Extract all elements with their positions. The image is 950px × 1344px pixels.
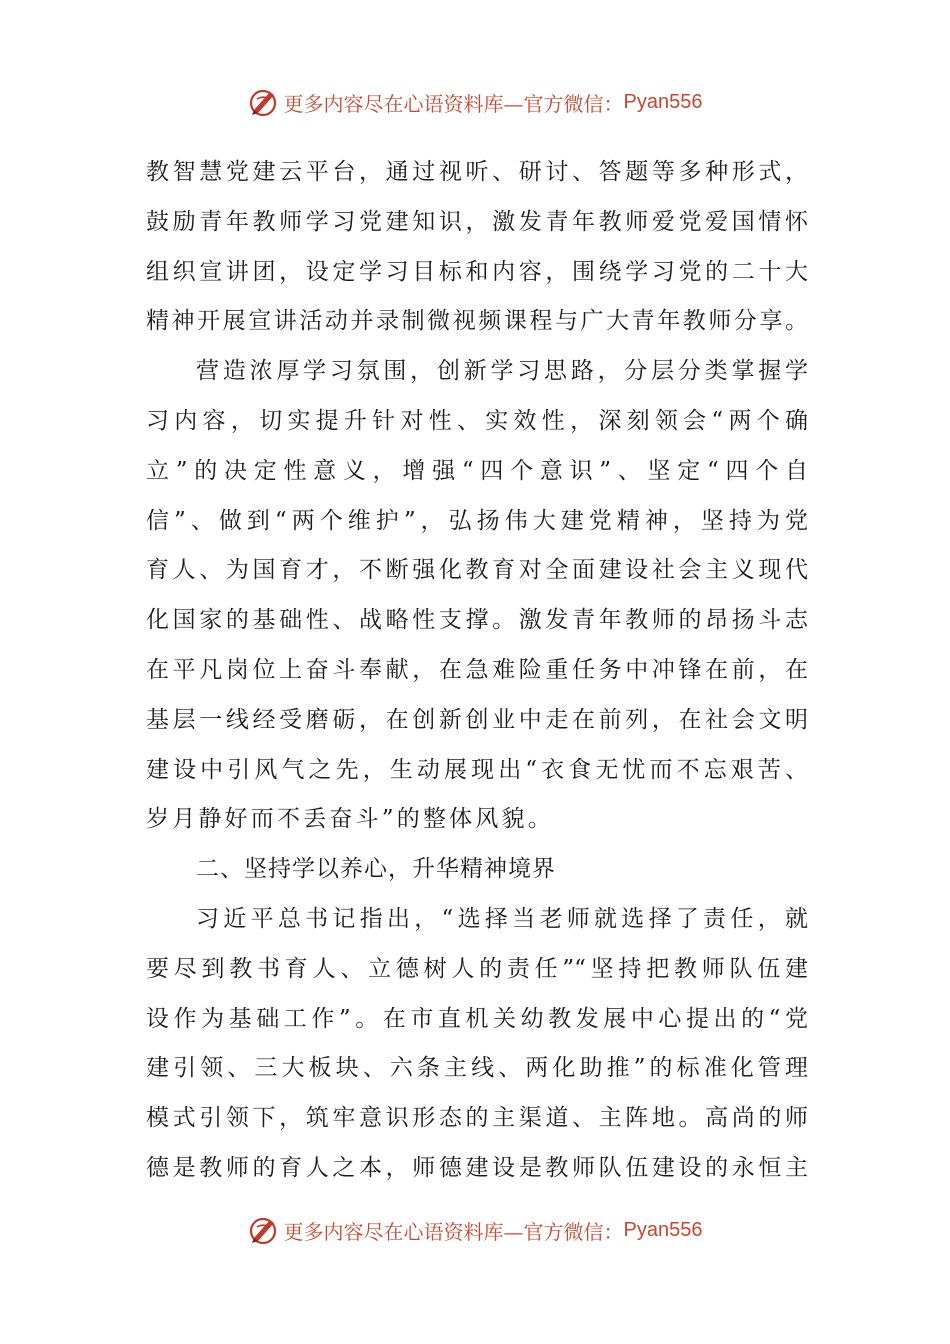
wechat-id: Pyan556 <box>623 1218 703 1241</box>
pen-logo-icon <box>248 1214 280 1246</box>
body-line: 建设中引风气之先，生动展现出“衣食无忧而不忘艰苦、 <box>146 756 808 783</box>
section-heading: 二、坚持学以养心，升华精神境界 <box>196 856 556 883</box>
body-line: 教智慧党建云平台，通过视听、研讨、答题等多种形式， <box>146 159 808 185</box>
body-line: 精神开展宣讲活动并录制微视频课程与广大青年教师分享。 <box>146 308 808 335</box>
footer-banner <box>0 1210 950 1250</box>
body-line: 营造浓厚学习氛围，创新学习思路，分层分类掌握学 <box>196 358 808 385</box>
body-line: 在平凡岗位上奋斗奉献，在急难险重任务中冲锋在前，在 <box>146 656 808 683</box>
pen-logo-icon <box>248 86 280 118</box>
body-line: 设作为基础工作”。在市直机关幼教发展中心提出的“党 <box>146 1005 808 1032</box>
body-line: 建引领、三大板块、六条主线、两化助推”的标准化管理 <box>146 1055 808 1082</box>
body-line: 立”的决定性意义，增强“四个意识”、坚定“四个自 <box>146 457 808 484</box>
body-line: 习近平总书记指出，“选择当老师就选择了责任，就 <box>196 905 808 932</box>
body-line: 习内容，切实提升针对性、实效性，深刻领会“两个确 <box>146 407 808 434</box>
banner-text: 更多内容尽在心语资料库—官方微信： <box>283 1219 624 1244</box>
header-banner <box>0 82 950 122</box>
body-line: 信”、做到“两个维护”，弘扬伟大建党精神，坚持为党 <box>146 507 808 534</box>
body-line: 育人、为国育才，不断强化教育对全面建设社会主义现代 <box>146 557 808 584</box>
body-line: 要尽到教书育人、立德树人的责任”“坚持把教师队伍建 <box>146 955 808 982</box>
document-body <box>146 148 808 1194</box>
body-line: 化国家的基础性、战略性支撑。激发青年教师的昂扬斗志 <box>146 607 808 634</box>
body-line: 基层一线经受磨砺，在创新创业中走在前列，在社会文明 <box>146 706 808 733</box>
body-line: 德是教师的育人之本，师德建设是教师队伍建设的永恒主 <box>146 1154 808 1181</box>
body-line: 模式引领下，筑牢意识形态的主渠道、主阵地。高尚的师 <box>146 1105 808 1132</box>
body-line: 组织宣讲团，设定学习目标和内容，围绕学习党的二十大 <box>146 258 808 285</box>
wechat-id: Pyan556 <box>623 90 703 113</box>
banner-text: 更多内容尽在心语资料库—官方微信： <box>283 91 624 116</box>
body-line: 鼓励青年教师学习党建知识，激发青年教师爱党爱国情怀 <box>146 208 808 235</box>
body-line: 岁月静好而不丢奋斗”的整体风貌。 <box>146 806 554 833</box>
